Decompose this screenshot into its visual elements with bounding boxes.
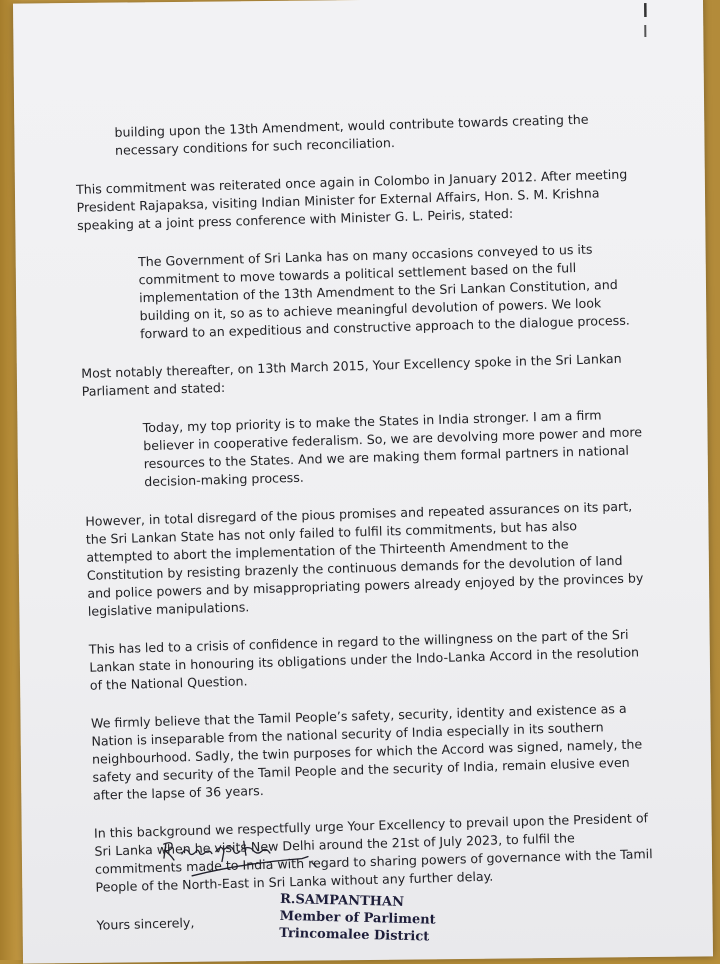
handwritten-signature bbox=[152, 828, 353, 900]
paragraph-belief: We firmly believe that the Tamil People’s safety, security, identity and existence as a Nation is inseparable from the national security of India especially in its southern neighbourhood. Sadly, the twin purposes for which the Accord was signed, namely, the safety and security of the Tamil People and the security of India, remain elusive even after the lapse of 36 years. bbox=[90, 700, 643, 803]
paragraph-2012: This commitment was reiterated once again in Colombo in January 2012. After meeting President Rajapaksa, visiting Indian Minister for External Affairs, Hon. S. M. Krishna speaking at a joint press conference with Minister G. L. Peiris, stated: bbox=[75, 166, 628, 233]
signatory-title: Member of Parliment bbox=[279, 908, 436, 928]
signatory-block bbox=[279, 891, 436, 946]
paragraph-disregard: However, in total disregard of the pious promises and repeated assurances on its part, the Sri Lankan State has not only failed to fulfil its commitments, but has also attempted to abort the implementation of the Thirteenth Amendment to the Constitution by resisting brazenly the continuous demands for the devolution of land and police powers and by misappropriating powers already enjoyed by the provinces by legislative manipulations. bbox=[85, 498, 644, 619]
signatory-name: R.SAMPANTHAN bbox=[279, 891, 405, 910]
page-corner-marks bbox=[639, 3, 651, 43]
quote-2012: The Government of Sri Lanka has on many occasions conveyed to us its commitment to move towards a political settlement based on the full implementation of the 13th Amendment to the Sri Lankan Constitution, and building on it, so as to achieve meaningful devolution of powers. We look forward to an expeditious and constructive approach to the dialogue process. bbox=[137, 241, 631, 342]
quote-2015: Today, my top priority is to make the States in India stronger. I am a firm believer in cooperative federalism. So, we are devolving more power and more resources to the States. And we are making them formal partners in national decision-making process. bbox=[142, 407, 643, 490]
paragraph-crisis: This has led to a crisis of confidence in regard to the willingness on the part of the Sri Lankan state in honouring its obligations under the Indo-Lanka Accord in the resolution of the National Question. bbox=[88, 626, 640, 693]
signatory-district: Trincomalee District bbox=[279, 925, 430, 945]
letter-body bbox=[74, 109, 657, 954]
paragraph-urge: In this background we respectfully urge Your Excellency to prevail upon the President of Sri Lanka when he visits New Delhi around the 21st of July 2023, to fulfil the commitments made to India with regard to sharing powers of governance with the Tamil People of the North-East in Sri Lanka without any further delay. bbox=[93, 810, 653, 895]
paragraph-2015: Most notably thereafter, on 13th March 2015, Your Excellency spoke in the Sri Lankan Parliament and stated: bbox=[80, 350, 622, 399]
closing-salutation: Yours sincerely, bbox=[96, 914, 195, 933]
continuation-paragraph: building upon the 13th Amendment, would contribute towards creating the necessary conditions for such reconciliation. bbox=[114, 111, 589, 158]
letter-page bbox=[13, 0, 713, 964]
